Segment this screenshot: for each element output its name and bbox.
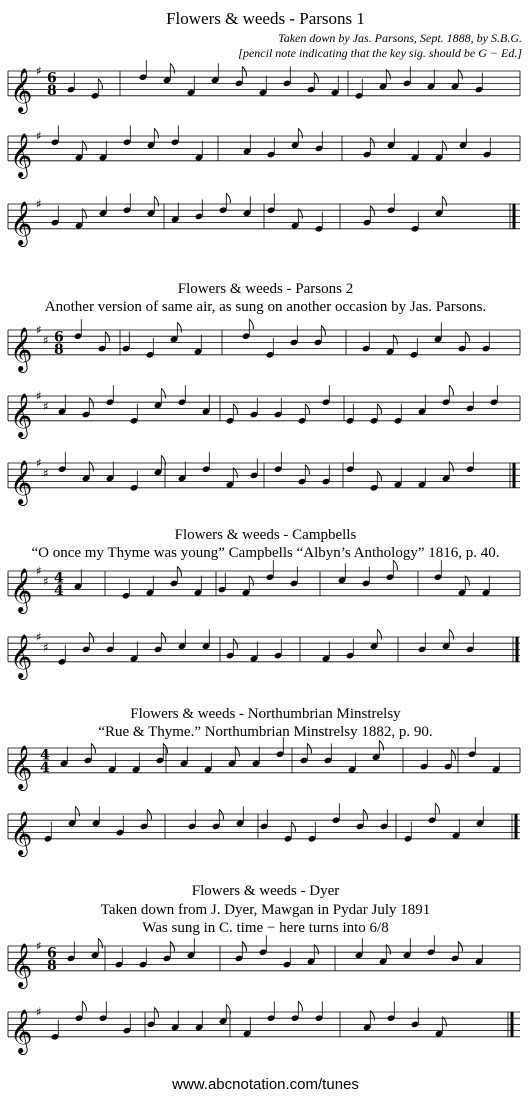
note-flag: [177, 322, 181, 332]
note-flag: [370, 138, 374, 148]
note-flag: [465, 332, 469, 342]
staff-line-12: [0, 1002, 531, 1062]
note-flag: [154, 1007, 158, 1017]
note-flag: [305, 465, 309, 475]
note-flag: [249, 319, 253, 329]
staff-line-11: [0, 936, 531, 996]
note-flag: [370, 206, 374, 216]
sharp-icon: ♯: [43, 466, 49, 481]
sharp-icon: ♯: [36, 939, 42, 953]
treble-clef-icon: 𝄞: [10, 132, 33, 177]
tune-subtitle-5b: Was sung in C. time − here turns into 6/8: [142, 920, 389, 936]
treble-clef-icon: 𝄞: [10, 942, 33, 987]
note-flag: [98, 938, 102, 948]
note-flag: [449, 629, 453, 639]
note-flag: [147, 809, 151, 819]
note-flag: [242, 66, 246, 76]
tune-title-5: Flowers & weeds - Dyer: [191, 883, 340, 899]
sharp-icon: ♯: [43, 640, 49, 655]
note-flag: [154, 128, 158, 138]
staff-line-6: [0, 453, 531, 513]
sharp-icon: ♯: [36, 389, 42, 403]
note-flag: [242, 941, 246, 951]
treble-clef-icon: 𝄞: [10, 200, 33, 245]
time-sig-top: 6: [54, 329, 64, 346]
note-flag: [105, 332, 109, 342]
note-flag: [91, 743, 95, 753]
staff-line-4: [0, 320, 531, 380]
staff-line-9: [0, 738, 531, 798]
treble-clef-icon: 𝄞: [10, 67, 33, 112]
note-flag: [161, 388, 165, 398]
note-flag: [154, 196, 158, 206]
staff-line-1: [0, 61, 531, 121]
sharp-icon: ♯: [43, 399, 49, 414]
time-sig-bottom: 8: [47, 957, 57, 974]
time-sig-bottom: 8: [47, 82, 57, 99]
tune-title-4: Flowers & weeds - Northumbrian Minstrelsy: [130, 706, 401, 722]
staff-line-10: [0, 804, 531, 864]
note-flag: [363, 809, 367, 819]
time-sig-bottom: 4: [54, 582, 64, 599]
tune-source-1b: [pencil note indicating that the key sig. should be G − Ed.]: [238, 46, 522, 60]
note-flag: [75, 806, 79, 816]
note-flag: [89, 632, 93, 642]
staff-line-2: [0, 126, 531, 186]
note-flag: [298, 1001, 302, 1011]
time-sig-top: 6: [47, 945, 57, 962]
treble-clef-icon: 𝄞: [10, 459, 33, 504]
note-flag: [219, 809, 223, 819]
staff-line-8: [0, 627, 531, 687]
time-sig-top: 6: [47, 70, 57, 87]
sharp-icon: ♯: [36, 630, 42, 644]
tune-subtitle-5: Taken down from J. Dyer, Mawgan in Pydar July 1891: [100, 902, 431, 918]
note-flag: [177, 566, 181, 576]
sharp-icon: ♯: [36, 564, 42, 578]
sharp-icon: ♯: [36, 64, 42, 78]
note-flag: [393, 560, 397, 570]
treble-clef-icon: 𝄞: [10, 633, 33, 678]
sharp-icon: ♯: [36, 323, 42, 337]
note-flag: [377, 629, 381, 639]
tune-subtitle-4: “Rue & Thyme.” Northumbrian Minstrelsy 1882, p. 90.: [98, 724, 433, 740]
tune-subtitle-3: “O once my Thyme was young” Campbells “Albyn’s Anthology” 1816, p. 40.: [31, 545, 500, 561]
note-flag: [170, 941, 174, 951]
tune-source-1a: Taken down by Jas. Parsons, Sept. 1888, by S.B.G.: [278, 31, 522, 45]
time-sig-top: 4: [40, 747, 50, 764]
note-flag: [82, 1001, 86, 1011]
treble-clef-icon: 𝄞: [10, 744, 33, 789]
tune-subtitle-2: Another version of same air, as sung on another occasion by Jas. Parsons.: [44, 299, 487, 315]
time-sig-top: 4: [54, 570, 64, 587]
sharp-icon: ♯: [43, 574, 49, 589]
sharp-icon: ♯: [36, 1005, 42, 1019]
note-flag: [161, 632, 165, 642]
tune-title-3: Flowers & weeds - Campbells: [174, 527, 357, 543]
note-flag: [98, 79, 102, 89]
note-flag: [307, 743, 311, 753]
sharp-icon: ♯: [36, 129, 42, 143]
treble-clef-icon: 𝄞: [10, 392, 33, 437]
time-sig-bottom: 8: [54, 341, 64, 358]
tune-title-1: Flowers & weeds - Parsons 1: [166, 9, 365, 28]
treble-clef-icon: 𝄞: [10, 326, 33, 371]
note-flag: [458, 941, 462, 951]
note-flag: [89, 398, 93, 408]
note-flag: [449, 385, 453, 395]
note-flag: [226, 193, 230, 203]
note-flag: [435, 803, 439, 813]
staff-line-3: [0, 194, 531, 254]
note-flag: [170, 63, 174, 73]
treble-clef-icon: 𝄞: [10, 810, 33, 855]
sharp-icon: ♯: [36, 456, 42, 470]
sharp-icon: ♯: [43, 333, 49, 348]
treble-clef-icon: 𝄞: [10, 567, 33, 612]
treble-clef-icon: 𝄞: [10, 1008, 33, 1053]
note-flag: [379, 740, 383, 750]
sharp-icon: ♯: [36, 197, 42, 211]
time-sig-bottom: 4: [40, 759, 50, 776]
tune-title-2: Flowers & weeds - Parsons 2: [177, 281, 354, 297]
staff-line-7: [0, 561, 531, 621]
note-flag: [298, 128, 302, 138]
note-flag: [442, 196, 446, 206]
note-flag: [163, 743, 167, 753]
footer-link[interactable]: www.abcnotation.com/tunes: [172, 1076, 359, 1093]
staff-line-5: [0, 386, 531, 446]
